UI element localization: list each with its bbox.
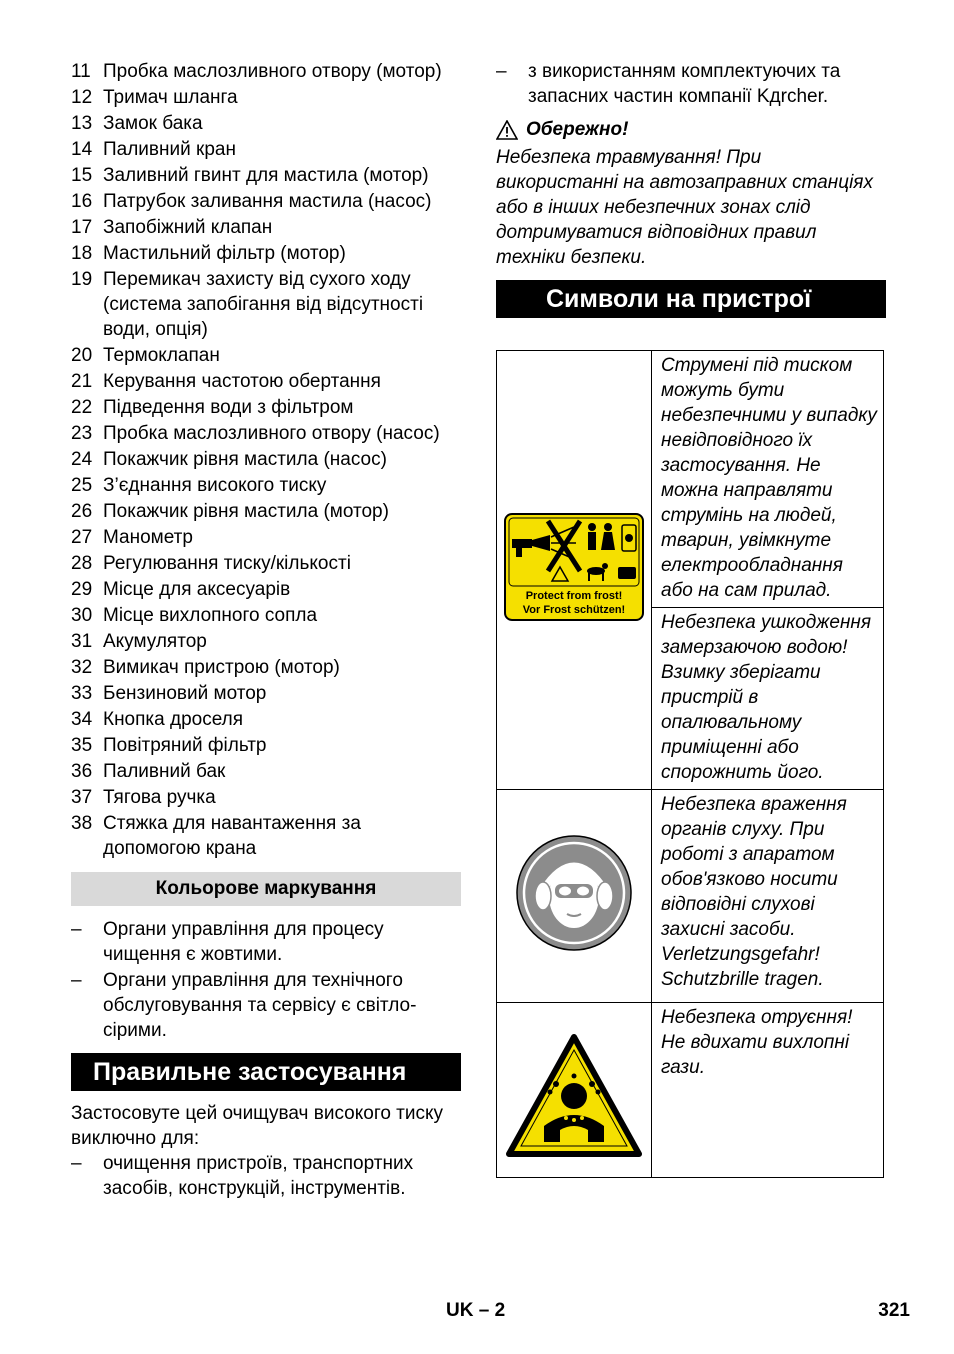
item-text: Термоклапан <box>103 345 220 366</box>
item-text: Керування частотою обертання <box>103 371 381 392</box>
dash: – <box>71 970 82 991</box>
item-number: 34 <box>71 709 93 730</box>
item-number: 33 <box>71 683 93 704</box>
item-text: Тримач шланга <box>103 87 238 108</box>
table-row <box>497 790 884 1003</box>
footer-language-page: UK – 2 <box>446 1300 506 1321</box>
parts-list-item <box>71 137 461 162</box>
page-number: 321 <box>878 1300 910 1321</box>
item-text: Пробка маслозливного отвору (мотор) <box>103 61 442 82</box>
proper-use-list <box>71 1151 461 1201</box>
proper-use-heading: Правильне застосування <box>71 1053 461 1091</box>
item-number: 29 <box>71 579 93 600</box>
parts-list-item <box>71 499 461 524</box>
item-number: 28 <box>71 553 93 574</box>
proper-use-intro: Застосовуте цей очищувач високого тиску виключно для: <box>71 1103 444 1149</box>
parts-list-item <box>71 681 461 706</box>
pressure-jet-warning-icon <box>504 513 644 621</box>
parts-list-item <box>71 655 461 680</box>
item-text: Мастильний фільтр (мотор) <box>103 243 346 264</box>
item-number: 14 <box>71 139 93 160</box>
symbol-description: Струмені під тиском можуть бути небезпечними у випадку невідповідного їх застосування. Не можна направляти струмінь на людей, тварин, увімкнуте електрообладнання або на сам прилад. <box>652 351 884 608</box>
warning-triangle-icon <box>496 120 518 140</box>
parts-list-item <box>71 551 461 576</box>
item-text: Регулювання тиску/кількості <box>103 553 351 574</box>
exhaust-gas-warning-icon <box>506 1034 642 1158</box>
item-number: 27 <box>71 527 93 548</box>
parts-list-item <box>71 603 461 628</box>
parts-list-item <box>71 577 461 602</box>
parts-list-item <box>71 215 461 240</box>
symbol-description: Небезпека ушкодження замерзаючою водою! Взимку зберігати пристрій в опалювальному приміщенні або спорожнить його. <box>652 608 884 790</box>
item-text: З’єднання високого тиску <box>103 475 327 496</box>
item-number: 17 <box>71 217 93 238</box>
pressure-jet-symbol-cell <box>497 351 652 790</box>
item-text: Паливний кран <box>103 139 236 160</box>
parts-list-item <box>71 369 461 394</box>
parts-list-item <box>71 733 461 758</box>
svg-text:Protect from frost!: Protect from frost! <box>525 589 623 602</box>
item-text: Заливний гвинт для мастила (мотор) <box>103 165 429 186</box>
parts-list-item <box>71 785 461 810</box>
item-number: 22 <box>71 397 93 418</box>
proper-use-list-continued <box>496 59 886 109</box>
item-number: 35 <box>71 735 93 756</box>
color-marking-heading: Кольорове маркування <box>71 872 461 906</box>
hearing-protection-symbol-cell <box>497 790 652 1003</box>
item-number: 30 <box>71 605 93 626</box>
parts-list-item <box>71 525 461 550</box>
item-number: 37 <box>71 787 93 808</box>
item-number: 18 <box>71 243 93 264</box>
item-number: 11 <box>71 61 91 82</box>
caution-text: Небезпека травмування! При використанні на автозаправних станціях або в інших небезпечних зонах слід дотримуватися відповідних правил техніки безпеки. <box>496 147 873 268</box>
parts-list-item <box>71 189 461 214</box>
exhaust-poison-symbol-cell <box>497 1003 652 1178</box>
item-number: 25 <box>71 475 93 496</box>
symbols-heading: Символи на пристрої <box>496 280 886 318</box>
item-text: Підведення води з фільтром <box>103 397 354 418</box>
parts-list-item <box>71 111 461 136</box>
parts-list-item <box>71 811 461 861</box>
parts-list-item <box>71 447 461 472</box>
parts-list-item <box>71 163 461 188</box>
item-text: Бензиновий мотор <box>103 683 267 704</box>
item-text: Місце для аксесуарів <box>103 579 291 600</box>
item-number: 16 <box>71 191 93 212</box>
item-number: 23 <box>71 423 93 444</box>
item-number: 19 <box>71 269 93 290</box>
parts-list-item <box>71 629 461 654</box>
dash: – <box>71 919 82 940</box>
item-text: Покажчик рівня мастила (насос) <box>103 449 387 470</box>
item-number: 12 <box>71 87 93 108</box>
parts-list <box>71 59 461 861</box>
parts-list-item <box>71 241 461 266</box>
right-column <box>496 59 886 1178</box>
list-item: – очищення пристроїв, транспортних засобів, конструкцій, інструментів. <box>71 1153 414 1199</box>
table-row <box>497 1003 884 1178</box>
item-number: 24 <box>71 449 93 470</box>
item-number: 31 <box>71 631 93 652</box>
item-number: 13 <box>71 113 93 134</box>
item-text: Замок бака <box>103 113 203 134</box>
parts-list-item <box>71 759 461 784</box>
svg-text:Vor Frost schützen!: Vor Frost schützen! <box>522 603 626 616</box>
item-text: Місце вихлопного сопла <box>103 605 318 626</box>
parts-list-item <box>71 473 461 498</box>
table-row <box>497 351 884 608</box>
parts-list-item <box>71 59 461 84</box>
item-text: Патрубок заливання мастила (насос) <box>103 191 432 212</box>
item-number: 20 <box>71 345 93 366</box>
dash: – <box>71 1153 82 1174</box>
item-number: 36 <box>71 761 93 782</box>
item-text: Тягова ручка <box>103 787 216 808</box>
parts-list-item <box>71 85 461 110</box>
item-text: Запобіжний клапан <box>103 217 273 238</box>
item-text: Перемикач захисту від сухого ходу (система запобігання від відсутності води, опція) <box>103 269 424 340</box>
parts-list-item <box>71 421 461 446</box>
caution-title: Обережно! <box>496 117 886 142</box>
item-text: Пробка маслозливного отвору (насос) <box>103 423 440 444</box>
item-number: 15 <box>71 165 93 186</box>
item-text: Покажчик рівня мастила (мотор) <box>103 501 389 522</box>
list-item: – з використанням комплектуючих та запасних частин компанії Kдrcher. <box>496 61 841 107</box>
item-number: 21 <box>71 371 93 392</box>
item-text: Стяжка для навантаження за допомогою крана <box>103 813 361 859</box>
parts-list-item <box>71 707 461 732</box>
item-text: Паливний бак <box>103 761 226 782</box>
symbols-table <box>496 350 884 1178</box>
symbol-description: Небезпека враження органів слуху. При роботі з апаратом обов'язково носити відповідні слухові захисні засоби. Verletzungsgefahr! Schutzbrille tragen. <box>652 790 884 1003</box>
item-text: Вимикач пристрою (мотор) <box>103 657 340 678</box>
item-text: Кнопка дроселя <box>103 709 244 730</box>
dash: – <box>496 61 507 82</box>
item-text: Повітряний фільтр <box>103 735 267 756</box>
list-item: – Органи управління для процесу чищення є жовтими. <box>71 919 384 965</box>
list-item: – Органи управління для технічного обслуговування та сервісу є світло-сірими. <box>71 970 417 1041</box>
item-text: Акумулятор <box>103 631 207 652</box>
left-column <box>71 59 461 1202</box>
item-number: 38 <box>71 813 93 834</box>
parts-list-item <box>71 395 461 420</box>
item-number: 26 <box>71 501 93 522</box>
item-text: Манометр <box>103 527 193 548</box>
parts-list-item <box>71 343 461 368</box>
item-number: 32 <box>71 657 93 678</box>
hearing-protection-icon <box>515 834 633 952</box>
symbol-description: Небезпека отруєння! Не вдихати вихлопні гази. <box>652 1003 884 1178</box>
color-marking-list <box>71 917 461 1043</box>
parts-list-item <box>71 267 461 342</box>
